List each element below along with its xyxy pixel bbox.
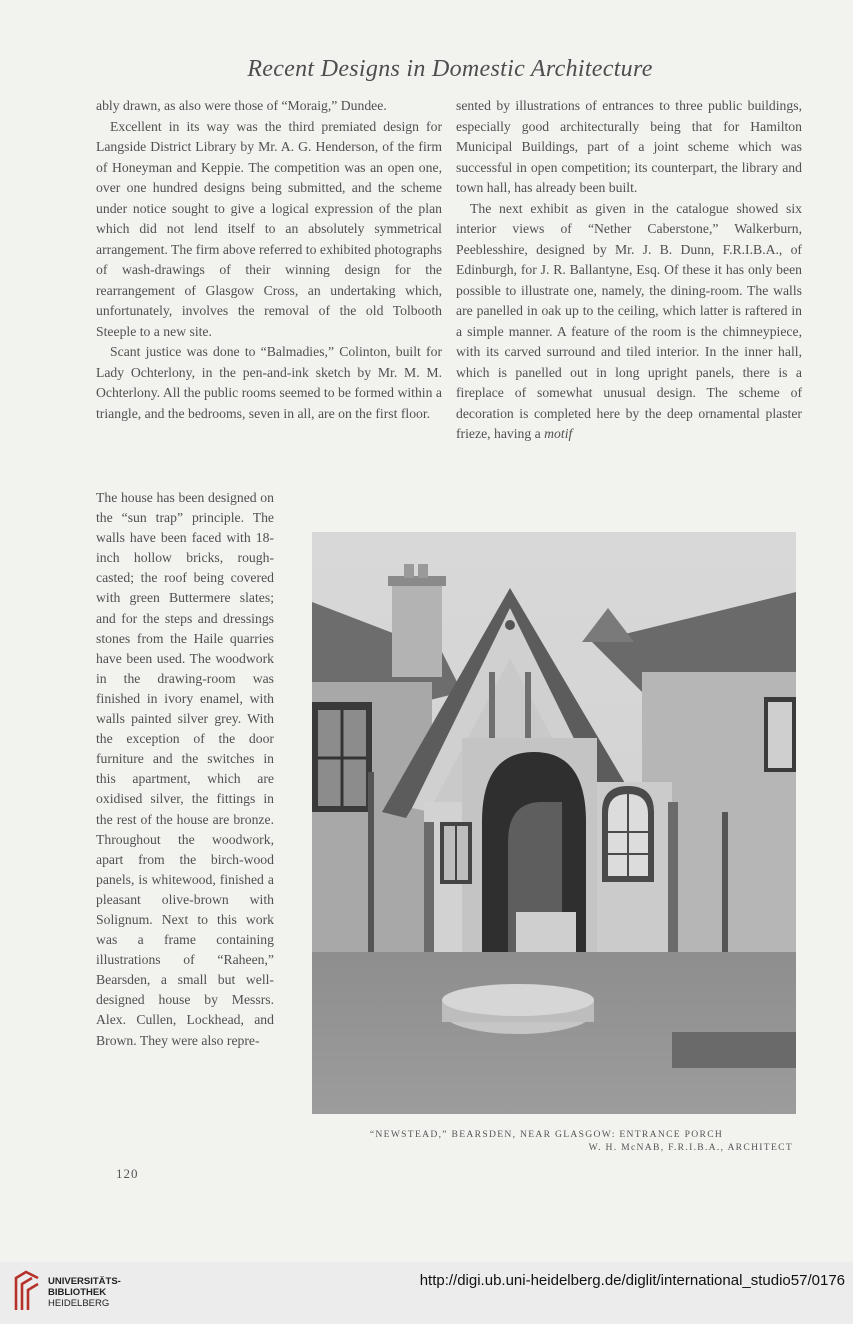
library-name-line: BIBLIOTHEK bbox=[48, 1287, 107, 1298]
porch-photograph bbox=[312, 532, 796, 1114]
library-name bbox=[48, 1276, 121, 1309]
paragraph: The house has been designed on the “sun trap” principle. The walls have been faced with 18-inch hollow bricks, rough-casted; the roof being covered with green Buttermere slates; and for the steps and dressings stones from the Haile quarries have been used. The woodwork in the drawing-room was finished in ivory enamel, with walls painted silver grey. With the exception of the door furniture and the switches in this apartment, which are oxidised silver, the fittings in the rest of the house are bronze. Throughout the woodwork, apart from the birch-wood panels, is whitewood, finished a pleasant olive-brown with Solignum. Next to this work was a frame containing illustrations of “Raheen,” Bearsden, a small but well-designed house by Messrs. Alex. Cullen, Lockhead, and Brown. They were also repre- bbox=[96, 490, 274, 1048]
paragraph-text: The next exhibit as given in the catalogue showed six interior views of “Nether Caberstone,” Walkerburn, Peeblesshire, designed by Mr. J. B. Dunn, F.R.I.B.A., of Edinburgh, for J. R. Ballantyne, Esq. Of these it has only been possible to illustrate one, namely, the dining-room. The walls are panelled in oak up to the ceiling, which latter is raftered in a simple manner. A feature of the room is the chimneypiece, with its carved surround and tiled interior. In the inner hall, which is panelled out in long upright panels, there is a fireplace of somewhat unusual design. The scheme of decoration is completed here by the deep ornamental plaster frieze, having a bbox=[456, 200, 802, 441]
figure-caption bbox=[300, 1128, 793, 1154]
source-url-link[interactable]: http://digi.ub.uni-heidelberg.de/diglit/international_studio57/0176 bbox=[419, 1272, 845, 1289]
running-head: Recent Designs in Domestic Architecture bbox=[247, 56, 653, 82]
library-name-line: HEIDELBERG bbox=[48, 1298, 110, 1309]
paragraph: Scant justice was done to “Balmadies,” Colinton, built for Lady Ochterlony, in the pen-and-ink sketch by Mr. M. M. Ochterlony. All the public rooms seemed to be formed within a triangle, and the bedrooms, seven in all, are on the first floor. bbox=[96, 344, 442, 421]
paragraph bbox=[456, 199, 802, 445]
university-library-logo-icon bbox=[12, 1270, 42, 1314]
right-column bbox=[456, 96, 802, 445]
caption-title: “NEWSTEAD,” BEARSDEN, NEAR GLASGOW: ENTRANCE PORCH bbox=[369, 1129, 724, 1140]
left-column bbox=[96, 96, 442, 424]
library-name-line: UNIVERSITÄTS- bbox=[48, 1276, 121, 1287]
caption-credit: W. H. McNAB, F.R.I.B.A., ARCHITECT bbox=[588, 1142, 793, 1153]
page-number: 120 bbox=[116, 1166, 139, 1181]
paragraph: sented by illustrations of entrances to three public buildings, especially good architecturally being that for Hamilton Municipal Buildings, part of a joint scheme which was successful in open competition; its counterpart, the library and town hall, has already been built. bbox=[456, 98, 802, 195]
porch-photo-illustration bbox=[312, 532, 796, 1114]
paragraph: ably drawn, as also were those of “Moraig,” Dundee. bbox=[96, 98, 387, 113]
wrap-column bbox=[96, 488, 274, 1051]
italic-word: motif bbox=[544, 426, 573, 441]
paragraph: Excellent in its way was the third premiated design for Langside District Library by Mr. A. G. Henderson, of the firm of Honeyman and Keppie. The competition was an open one, over one hundred designs being submitted, and the scheme under notice sought to give a logical expression of the plan which did not lend itself to an absolutely symmetrical arrangement. The firm above referred to exhibited photographs of wash-drawings of their winning design for the rearrangement of Glasgow Cross, an undertaking which, unfortunately, involves the removal of the old Tolbooth Steeple to a new site. bbox=[96, 118, 442, 339]
